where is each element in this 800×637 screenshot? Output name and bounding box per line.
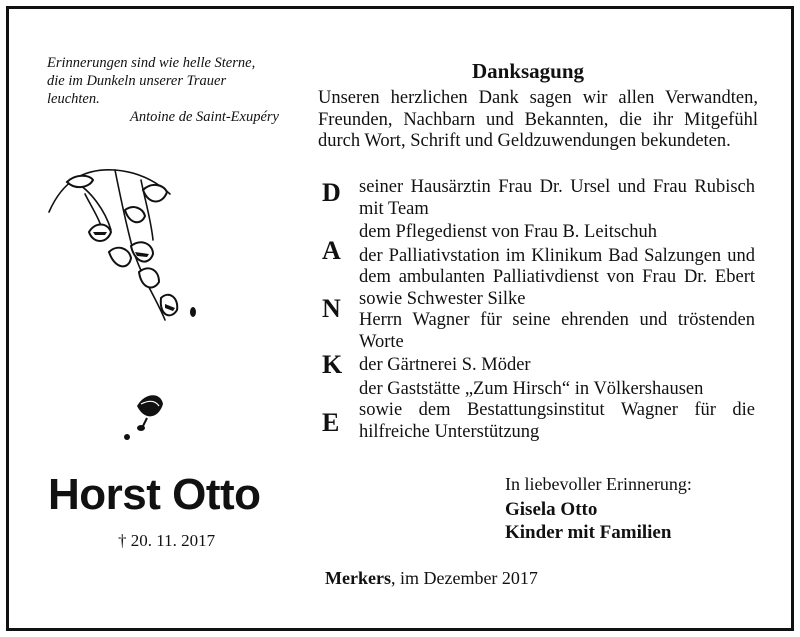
page-title: Danksagung <box>471 59 585 83</box>
quote-line: Erinnerungen sind wie helle Sterne, <box>47 55 256 71</box>
list-item: seiner Hausärztin Frau Dr. Ursel und Frau Rubisch mit Team <box>359 177 755 219</box>
thanks-list <box>359 177 755 443</box>
list-item: der Palliativstation im Klinikum Bad Salzungen und dem ambulanten Palliativdienst von Frau Dr. Ebert sowie Schwester Silke <box>359 245 755 309</box>
list-item: dem Pflegedienst von Frau B. Leitschuh <box>359 222 658 242</box>
list-item: sowie dem Bestattungsinstitut Wagner für die hilfreiche Unterstützung <box>359 400 755 442</box>
quote-line: die im Dunkeln unserer Trauer <box>47 73 227 89</box>
death-date: † 20. 11. 2017 <box>118 531 216 550</box>
acrostic-letter: A <box>322 236 341 265</box>
quote-line: leuchten. <box>47 91 100 107</box>
thanks-intro: Unseren herzlichen Dank sagen wir allen Verwandten, Freunden, Nachbarn und Bekannten, die ihr Mitgefühl durch Wort, Schrift und Geldzuwendungen bekundeten. <box>318 88 758 151</box>
place-name: Merkers <box>325 568 391 588</box>
acrostic-letter: D <box>322 178 341 207</box>
deceased-name: Horst Otto <box>48 470 261 519</box>
list-item: Herrn Wagner für seine ehrenden und tröstenden Worte <box>359 310 755 352</box>
acrostic-letter: N <box>322 294 341 323</box>
date-text: , im Dezember 2017 <box>390 568 538 588</box>
quote-author: Antoine de Saint-Exupéry <box>130 109 279 125</box>
place-date <box>325 568 538 589</box>
quote-block <box>47 54 287 126</box>
acrostic-letter: E <box>322 408 340 437</box>
birch-branch-icon <box>45 160 215 450</box>
signature-names <box>505 498 671 544</box>
list-item: der Gärtnerei S. Möder <box>359 355 531 375</box>
signature-intro: In liebevoller Erinnerung: <box>505 474 692 494</box>
acrostic-letter: K <box>322 350 343 379</box>
list-item: der Gaststätte „Zum Hirsch“ in Völkershausen <box>359 378 704 399</box>
signature-name: Gisela Otto <box>505 499 598 520</box>
signature-name: Kinder mit Familien <box>505 522 672 543</box>
